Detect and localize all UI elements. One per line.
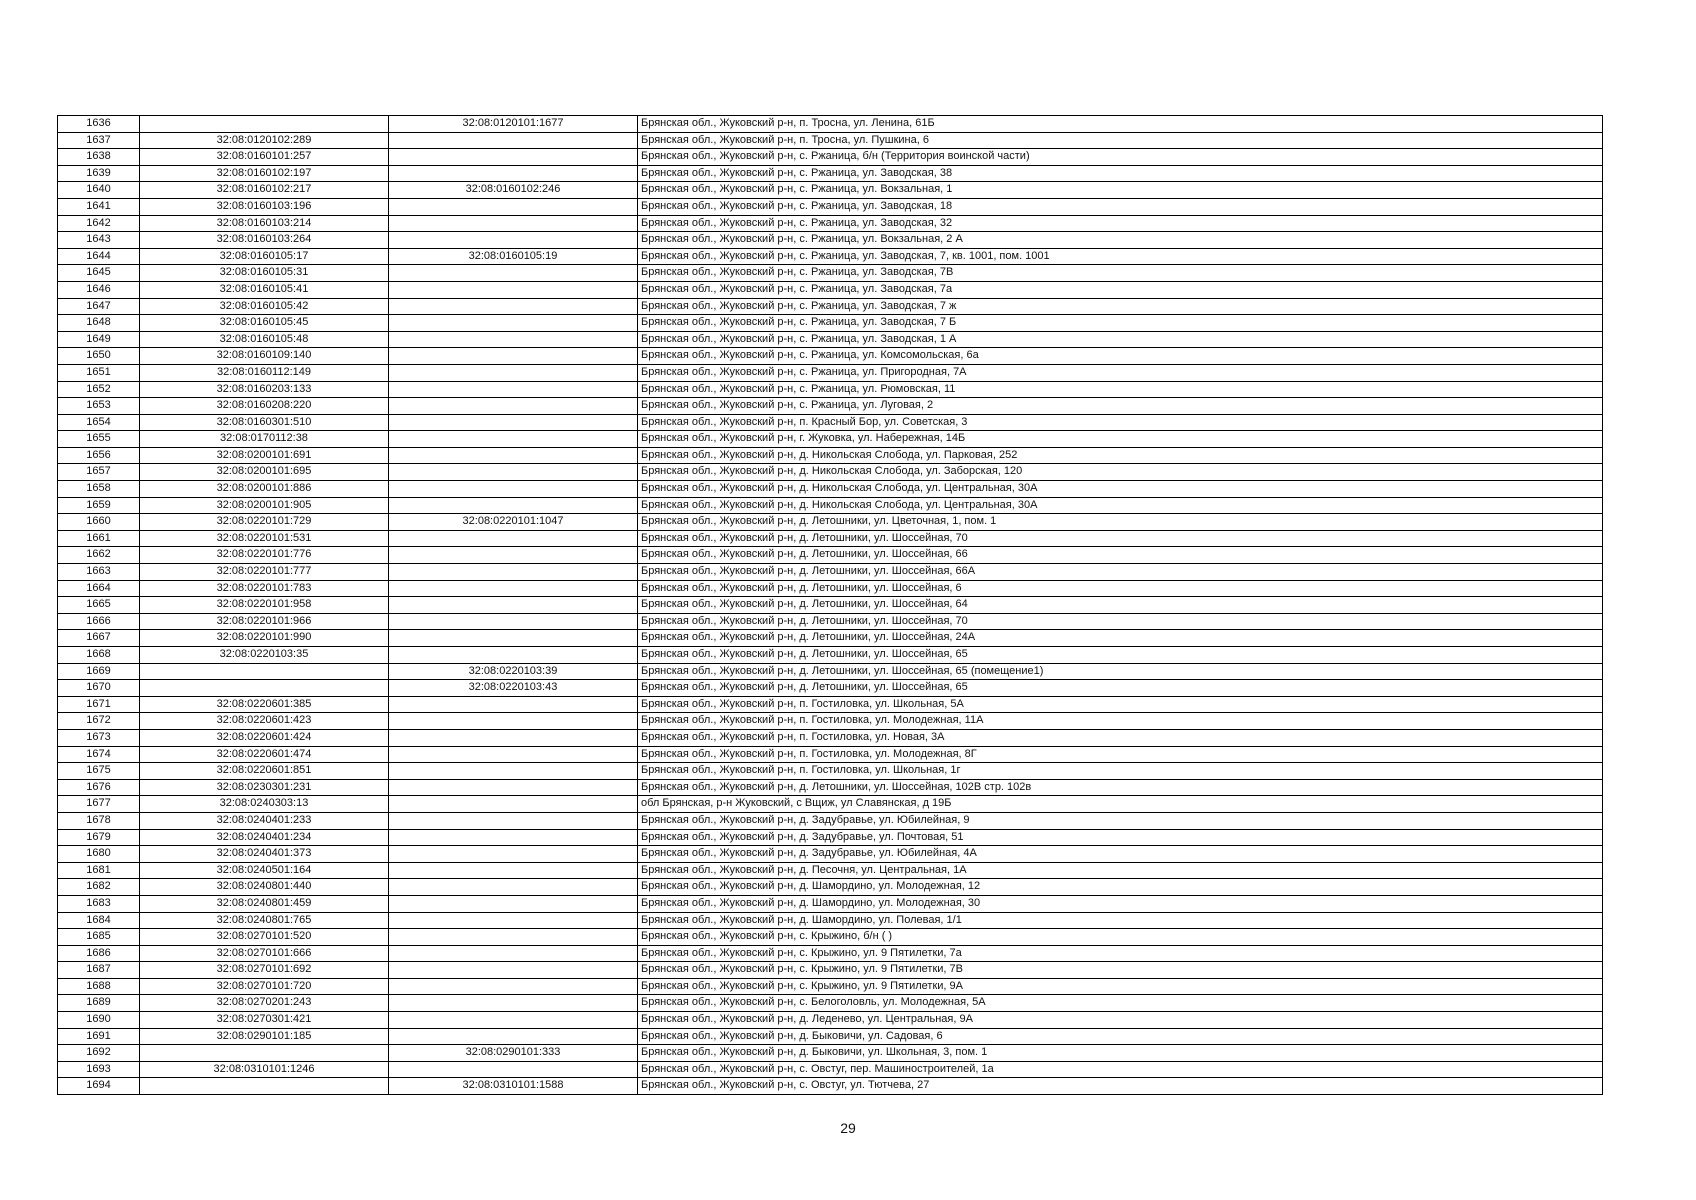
row-number-cell: 1652 (58, 381, 140, 398)
cadastral-number-cell: 32:08:0220101:531 (140, 530, 389, 547)
table-row (58, 696, 1603, 713)
table-row (58, 862, 1603, 879)
related-cadastral-number-cell (389, 1061, 638, 1078)
related-cadastral-number-cell (389, 912, 638, 929)
address-cell: Брянская обл., Жуковский р-н, д. Песочня, ул. Центральная, 1А (638, 862, 1603, 879)
cadastral-number-cell: 32:08:0220103:35 (140, 647, 389, 664)
related-cadastral-number-cell (389, 1028, 638, 1045)
related-cadastral-number-cell (389, 149, 638, 166)
cadastral-number-cell: 32:08:0200101:695 (140, 464, 389, 481)
related-cadastral-number-cell (389, 597, 638, 614)
row-number-cell: 1671 (58, 696, 140, 713)
table-row (58, 431, 1603, 448)
address-cell: Брянская обл., Жуковский р-н, д. Летошники, ул. Шоссейная, 24А (638, 630, 1603, 647)
row-number-cell: 1650 (58, 348, 140, 365)
related-cadastral-number-cell (389, 198, 638, 215)
related-cadastral-number-cell (389, 414, 638, 431)
row-number-cell: 1666 (58, 613, 140, 630)
row-number-cell: 1646 (58, 281, 140, 298)
table-row (58, 846, 1603, 863)
cadastral-number-cell: 32:08:0160105:31 (140, 265, 389, 282)
cadastral-number-cell: 32:08:0270101:666 (140, 945, 389, 962)
cadastral-number-cell: 32:08:0160208:220 (140, 398, 389, 415)
table-row (58, 829, 1603, 846)
row-number-cell: 1644 (58, 248, 140, 265)
table-row (58, 116, 1603, 133)
address-cell: Брянская обл., Жуковский р-н, д. Летошники, ул. Шоссейная, 70 (638, 613, 1603, 630)
address-cell: обл Брянская, р-н Жуковский, с Вщиж, ул Славянская, д 19Б (638, 796, 1603, 813)
row-number-cell: 1642 (58, 215, 140, 232)
related-cadastral-number-cell (389, 481, 638, 498)
address-cell: Брянская обл., Жуковский р-н, с. Ржаница, ул. Заводская, 7а (638, 281, 1603, 298)
cadastral-number-cell: 32:08:0240801:765 (140, 912, 389, 929)
address-cell: Брянская обл., Жуковский р-н, с. Ржаница, ул. Заводская, 7 ж (638, 298, 1603, 315)
table-row (58, 348, 1603, 365)
address-cell: Брянская обл., Жуковский р-н, с. Крыжино, ул. 9 Пятилетки, 7В (638, 962, 1603, 979)
table-row (58, 1028, 1603, 1045)
table-row (58, 1045, 1603, 1062)
address-cell: Брянская обл., Жуковский р-н, с. Ржаница, ул. Рюмовская, 11 (638, 381, 1603, 398)
cadastral-number-cell: 32:08:0160105:48 (140, 331, 389, 348)
row-number-cell: 1682 (58, 879, 140, 896)
row-number-cell: 1681 (58, 862, 140, 879)
related-cadastral-number-cell (389, 962, 638, 979)
row-number-cell: 1659 (58, 497, 140, 514)
related-cadastral-number-cell (389, 613, 638, 630)
row-number-cell: 1684 (58, 912, 140, 929)
table-row (58, 315, 1603, 332)
cadastral-number-cell: 32:08:0240303:13 (140, 796, 389, 813)
cadastral-number-cell: 32:08:0220101:958 (140, 597, 389, 614)
row-number-cell: 1661 (58, 530, 140, 547)
cadastral-number-cell: 32:08:0220101:777 (140, 564, 389, 581)
row-number-cell: 1637 (58, 132, 140, 149)
table-row (58, 580, 1603, 597)
row-number-cell: 1647 (58, 298, 140, 315)
cadastral-number-cell: 32:08:0220101:776 (140, 547, 389, 564)
related-cadastral-number-cell (389, 862, 638, 879)
row-number-cell: 1636 (58, 116, 140, 133)
cadastral-number-cell: 32:08:0220101:729 (140, 514, 389, 531)
table-row (58, 381, 1603, 398)
cadastral-number-cell: 32:08:0160103:196 (140, 198, 389, 215)
cadastral-number-cell: 32:08:0120102:289 (140, 132, 389, 149)
address-cell: Брянская обл., Жуковский р-н, д. Задубравье, ул. Юбилейная, 9 (638, 812, 1603, 829)
table-row (58, 265, 1603, 282)
related-cadastral-number-cell: 32:08:0120101:1677 (389, 116, 638, 133)
cadastral-number-cell (140, 680, 389, 697)
address-cell: Брянская обл., Жуковский р-н, д. Летошники, ул. Шоссейная, 64 (638, 597, 1603, 614)
related-cadastral-number-cell (389, 895, 638, 912)
related-cadastral-number-cell (389, 696, 638, 713)
table-row (58, 1061, 1603, 1078)
row-number-cell: 1653 (58, 398, 140, 415)
cadastral-number-cell: 32:08:0240801:459 (140, 895, 389, 912)
table-row (58, 912, 1603, 929)
row-number-cell: 1669 (58, 663, 140, 680)
address-cell: Брянская обл., Жуковский р-н, с. Ржаница, ул. Заводская, 7 Б (638, 315, 1603, 332)
related-cadastral-number-cell (389, 978, 638, 995)
table-row (58, 281, 1603, 298)
row-number-cell: 1683 (58, 895, 140, 912)
address-cell: Брянская обл., Жуковский р-н, с. Ржаница, ул. Заводская, 7, кв. 1001, пом. 1001 (638, 248, 1603, 265)
cadastral-number-cell: 32:08:0240801:440 (140, 879, 389, 896)
related-cadastral-number-cell (389, 348, 638, 365)
address-table-body (58, 116, 1603, 1095)
address-cell: Брянская обл., Жуковский р-н, д. Задубравье, ул. Юбилейная, 4А (638, 846, 1603, 863)
row-number-cell: 1641 (58, 198, 140, 215)
related-cadastral-number-cell (389, 281, 638, 298)
related-cadastral-number-cell (389, 729, 638, 746)
table-row (58, 929, 1603, 946)
row-number-cell: 1686 (58, 945, 140, 962)
row-number-cell: 1687 (58, 962, 140, 979)
table-row (58, 497, 1603, 514)
cadastral-number-cell: 32:08:0220601:423 (140, 713, 389, 730)
related-cadastral-number-cell (389, 431, 638, 448)
related-cadastral-number-cell (389, 298, 638, 315)
table-row (58, 663, 1603, 680)
address-cell: Брянская обл., Жуковский р-н, с. Ржаница, ул. Заводская, 7В (638, 265, 1603, 282)
related-cadastral-number-cell (389, 763, 638, 780)
address-cell: Брянская обл., Жуковский р-н, п. Гостиловка, ул. Молодежная, 8Г (638, 746, 1603, 763)
related-cadastral-number-cell: 32:08:0160105:19 (389, 248, 638, 265)
address-cell: Брянская обл., Жуковский р-н, с. Ржаница, ул. Вокзальная, 2 А (638, 232, 1603, 249)
row-number-cell: 1670 (58, 680, 140, 697)
row-number-cell: 1677 (58, 796, 140, 813)
cadastral-number-cell: 32:08:0220101:966 (140, 613, 389, 630)
cadastral-number-cell: 32:08:0220101:783 (140, 580, 389, 597)
row-number-cell: 1660 (58, 514, 140, 531)
related-cadastral-number-cell (389, 564, 638, 581)
related-cadastral-number-cell (389, 846, 638, 863)
related-cadastral-number-cell: 32:08:0220103:39 (389, 663, 638, 680)
address-cell: Брянская обл., Жуковский р-н, д. Летошники, ул. Шоссейная, 70 (638, 530, 1603, 547)
related-cadastral-number-cell (389, 331, 638, 348)
address-cell: Брянская обл., Жуковский р-н, д. Никольская Слобода, ул. Заборская, 120 (638, 464, 1603, 481)
table-row (58, 879, 1603, 896)
related-cadastral-number-cell (389, 530, 638, 547)
cadastral-number-cell: 32:08:0220601:474 (140, 746, 389, 763)
cadastral-number-cell: 32:08:0200101:691 (140, 447, 389, 464)
address-cell: Брянская обл., Жуковский р-н, с. Ржаница, ул. Заводская, 38 (638, 165, 1603, 182)
address-cell: Брянская обл., Жуковский р-н, с. Овстуг, пер. Машиностроителей, 1а (638, 1061, 1603, 1078)
address-cell: Брянская обл., Жуковский р-н, д. Шамордино, ул. Полевая, 1/1 (638, 912, 1603, 929)
cadastral-number-cell: 32:08:0160105:17 (140, 248, 389, 265)
table-row (58, 298, 1603, 315)
table-row (58, 647, 1603, 664)
related-cadastral-number-cell (389, 381, 638, 398)
row-number-cell: 1663 (58, 564, 140, 581)
related-cadastral-number-cell (389, 879, 638, 896)
cadastral-number-cell: 32:08:0160101:257 (140, 149, 389, 166)
table-row (58, 962, 1603, 979)
related-cadastral-number-cell (389, 165, 638, 182)
table-row (58, 713, 1603, 730)
address-cell: Брянская обл., Жуковский р-н, д. Леденево, ул. Центральная, 9А (638, 1012, 1603, 1029)
related-cadastral-number-cell (389, 630, 638, 647)
related-cadastral-number-cell (389, 580, 638, 597)
address-cell: Брянская обл., Жуковский р-н, д. Задубравье, ул. Почтовая, 51 (638, 829, 1603, 846)
address-cell: Брянская обл., Жуковский р-н, д. Летошники, ул. Шоссейная, 6 (638, 580, 1603, 597)
address-cell: Брянская обл., Жуковский р-н, с. Ржаница, ул. Заводская, 1 А (638, 331, 1603, 348)
table-row (58, 564, 1603, 581)
cadastral-number-cell: 32:08:0270101:520 (140, 929, 389, 946)
address-cell: Брянская обл., Жуковский р-н, с. Ржаница, ул. Вокзальная, 1 (638, 182, 1603, 199)
address-cell: Брянская обл., Жуковский р-н, п. Тросна, ул. Ленина, 61Б (638, 116, 1603, 133)
cadastral-number-cell: 32:08:0270201:243 (140, 995, 389, 1012)
table-row (58, 232, 1603, 249)
table-row (58, 331, 1603, 348)
address-cell: Брянская обл., Жуковский р-н, с. Ржаница, ул. Заводская, 18 (638, 198, 1603, 215)
row-number-cell: 1667 (58, 630, 140, 647)
address-cell: Брянская обл., Жуковский р-н, д. Никольская Слобода, ул. Парковая, 252 (638, 447, 1603, 464)
cadastral-number-cell: 32:08:0160109:140 (140, 348, 389, 365)
address-cell: Брянская обл., Жуковский р-н, п. Гостиловка, ул. Школьная, 5А (638, 696, 1603, 713)
cadastral-number-cell: 32:08:0240401:234 (140, 829, 389, 846)
related-cadastral-number-cell (389, 464, 638, 481)
related-cadastral-number-cell: 32:08:0220101:1047 (389, 514, 638, 531)
related-cadastral-number-cell (389, 315, 638, 332)
cadastral-number-cell: 32:08:0160105:45 (140, 315, 389, 332)
table-row (58, 746, 1603, 763)
table-row (58, 945, 1603, 962)
row-number-cell: 1676 (58, 779, 140, 796)
cadastral-number-cell: 32:08:0170112:38 (140, 431, 389, 448)
table-row (58, 613, 1603, 630)
row-number-cell: 1692 (58, 1045, 140, 1062)
related-cadastral-number-cell (389, 1012, 638, 1029)
table-row (58, 812, 1603, 829)
cadastral-number-cell: 32:08:0220601:385 (140, 696, 389, 713)
cadastral-number-cell: 32:08:0270101:720 (140, 978, 389, 995)
address-cell: Брянская обл., Жуковский р-н, д. Летошники, ул. Шоссейная, 65 (638, 680, 1603, 697)
row-number-cell: 1673 (58, 729, 140, 746)
table-row (58, 995, 1603, 1012)
address-table (57, 115, 1603, 1095)
address-cell: Брянская обл., Жуковский р-н, п. Красный Бор, ул. Советская, 3 (638, 414, 1603, 431)
row-number-cell: 1689 (58, 995, 140, 1012)
cadastral-number-cell: 32:08:0220601:424 (140, 729, 389, 746)
related-cadastral-number-cell (389, 215, 638, 232)
row-number-cell: 1658 (58, 481, 140, 498)
address-cell: Брянская обл., Жуковский р-н, д. Шамордино, ул. Молодежная, 12 (638, 879, 1603, 896)
cadastral-number-cell: 32:08:0160203:133 (140, 381, 389, 398)
table-row (58, 398, 1603, 415)
cadastral-number-cell: 32:08:0220601:851 (140, 763, 389, 780)
address-cell: Брянская обл., Жуковский р-н, д. Быковичи, ул. Школьная, 3, пом. 1 (638, 1045, 1603, 1062)
row-number-cell: 1678 (58, 812, 140, 829)
cadastral-number-cell: 32:08:0270101:692 (140, 962, 389, 979)
cadastral-number-cell: 32:08:0160105:42 (140, 298, 389, 315)
address-cell: Брянская обл., Жуковский р-н, с. Крыжино, ул. 9 Пятилетки, 7а (638, 945, 1603, 962)
table-row (58, 763, 1603, 780)
row-number-cell: 1691 (58, 1028, 140, 1045)
related-cadastral-number-cell (389, 497, 638, 514)
row-number-cell: 1690 (58, 1012, 140, 1029)
cadastral-number-cell (140, 1045, 389, 1062)
address-cell: Брянская обл., Жуковский р-н, с. Ржаница, ул. Луговая, 2 (638, 398, 1603, 415)
cadastral-number-cell (140, 663, 389, 680)
table-row (58, 895, 1603, 912)
related-cadastral-number-cell (389, 447, 638, 464)
address-cell: Брянская обл., Жуковский р-н, д. Летошники, ул. Шоссейная, 65 (помещение1) (638, 663, 1603, 680)
table-row (58, 481, 1603, 498)
table-row (58, 447, 1603, 464)
table-row (58, 182, 1603, 199)
row-number-cell: 1693 (58, 1061, 140, 1078)
cadastral-number-cell: 32:08:0290101:185 (140, 1028, 389, 1045)
row-number-cell: 1694 (58, 1078, 140, 1095)
row-number-cell: 1643 (58, 232, 140, 249)
table-row (58, 547, 1603, 564)
table-row (58, 464, 1603, 481)
row-number-cell: 1664 (58, 580, 140, 597)
cadastral-number-cell: 32:08:0240401:373 (140, 846, 389, 863)
row-number-cell: 1688 (58, 978, 140, 995)
related-cadastral-number-cell (389, 398, 638, 415)
address-cell: Брянская обл., Жуковский р-н, д. Летошники, ул. Шоссейная, 102В стр. 102в (638, 779, 1603, 796)
cadastral-number-cell: 32:08:0160301:510 (140, 414, 389, 431)
address-cell: Брянская обл., Жуковский р-н, г. Жуковка, ул. Набережная, 14Б (638, 431, 1603, 448)
table-row (58, 597, 1603, 614)
table-row (58, 1078, 1603, 1095)
address-cell: Брянская обл., Жуковский р-н, с. Крыжино, б/н ( ) (638, 929, 1603, 946)
address-cell: Брянская обл., Жуковский р-н, д. Никольская Слобода, ул. Центральная, 30А (638, 497, 1603, 514)
row-number-cell: 1657 (58, 464, 140, 481)
row-number-cell: 1640 (58, 182, 140, 199)
address-cell: Брянская обл., Жуковский р-н, п. Тросна, ул. Пушкина, 6 (638, 132, 1603, 149)
table-row (58, 414, 1603, 431)
address-cell: Брянская обл., Жуковский р-н, д. Летошники, ул. Шоссейная, 66А (638, 564, 1603, 581)
row-number-cell: 1685 (58, 929, 140, 946)
address-cell: Брянская обл., Жуковский р-н, д. Летошники, ул. Шоссейная, 65 (638, 647, 1603, 664)
table-row (58, 198, 1603, 215)
address-cell: Брянская обл., Жуковский р-н, п. Гостиловка, ул. Школьная, 1г (638, 763, 1603, 780)
row-number-cell: 1672 (58, 713, 140, 730)
row-number-cell: 1665 (58, 597, 140, 614)
cadastral-number-cell: 32:08:0160102:197 (140, 165, 389, 182)
cadastral-number-cell: 32:08:0270301:421 (140, 1012, 389, 1029)
table-row (58, 248, 1603, 265)
row-number-cell: 1675 (58, 763, 140, 780)
row-number-cell: 1649 (58, 331, 140, 348)
address-cell: Брянская обл., Жуковский р-н, с. Овстуг, ул. Тютчева, 27 (638, 1078, 1603, 1095)
row-number-cell: 1648 (58, 315, 140, 332)
cadastral-number-cell: 32:08:0220101:990 (140, 630, 389, 647)
table-row (58, 530, 1603, 547)
address-cell: Брянская обл., Жуковский р-н, д. Летошники, ул. Цветочная, 1, пом. 1 (638, 514, 1603, 531)
row-number-cell: 1651 (58, 364, 140, 381)
related-cadastral-number-cell (389, 796, 638, 813)
table-row (58, 1012, 1603, 1029)
address-cell: Брянская обл., Жуковский р-н, д. Никольская Слобода, ул. Центральная, 30А (638, 481, 1603, 498)
address-cell: Брянская обл., Жуковский р-н, с. Ржаница, ул. Комсомольская, 6а (638, 348, 1603, 365)
related-cadastral-number-cell (389, 779, 638, 796)
related-cadastral-number-cell: 32:08:0290101:333 (389, 1045, 638, 1062)
related-cadastral-number-cell (389, 812, 638, 829)
related-cadastral-number-cell (389, 547, 638, 564)
table-row (58, 149, 1603, 166)
row-number-cell: 1656 (58, 447, 140, 464)
related-cadastral-number-cell (389, 647, 638, 664)
related-cadastral-number-cell: 32:08:0160102:246 (389, 182, 638, 199)
cadastral-number-cell: 32:08:0310101:1246 (140, 1061, 389, 1078)
address-cell: Брянская обл., Жуковский р-н, д. Шамордино, ул. Молодежная, 30 (638, 895, 1603, 912)
related-cadastral-number-cell (389, 929, 638, 946)
related-cadastral-number-cell: 32:08:0310101:1588 (389, 1078, 638, 1095)
table-row (58, 796, 1603, 813)
address-cell: Брянская обл., Жуковский р-н, с. Белоголовль, ул. Молодежная, 5А (638, 995, 1603, 1012)
address-cell: Брянская обл., Жуковский р-н, с. Ржаница, ул. Пригородная, 7А (638, 364, 1603, 381)
page-number: 29 (840, 1120, 856, 1136)
related-cadastral-number-cell (389, 829, 638, 846)
row-number-cell: 1638 (58, 149, 140, 166)
cadastral-number-cell: 32:08:0240401:233 (140, 812, 389, 829)
related-cadastral-number-cell (389, 746, 638, 763)
table-row (58, 680, 1603, 697)
row-number-cell: 1680 (58, 846, 140, 863)
address-cell: Брянская обл., Жуковский р-н, с. Крыжино, ул. 9 Пятилетки, 9А (638, 978, 1603, 995)
table-row (58, 165, 1603, 182)
row-number-cell: 1645 (58, 265, 140, 282)
address-cell: Брянская обл., Жуковский р-н, п. Гостиловка, ул. Новая, 3А (638, 729, 1603, 746)
cadastral-number-cell (140, 116, 389, 133)
cadastral-number-cell: 32:08:0230301:231 (140, 779, 389, 796)
cadastral-number-cell: 32:08:0160103:264 (140, 232, 389, 249)
table-row (58, 978, 1603, 995)
address-cell: Брянская обл., Жуковский р-н, д. Быковичи, ул. Садовая, 6 (638, 1028, 1603, 1045)
cadastral-number-cell: 32:08:0200101:886 (140, 481, 389, 498)
table-row (58, 630, 1603, 647)
row-number-cell: 1655 (58, 431, 140, 448)
related-cadastral-number-cell (389, 265, 638, 282)
table-row (58, 779, 1603, 796)
related-cadastral-number-cell (389, 364, 638, 381)
cadastral-number-cell: 32:08:0240501:164 (140, 862, 389, 879)
table-row (58, 215, 1603, 232)
table-row (58, 514, 1603, 531)
row-number-cell: 1654 (58, 414, 140, 431)
cadastral-number-cell (140, 1078, 389, 1095)
address-cell: Брянская обл., Жуковский р-н, с. Ржаница, ул. Заводская, 32 (638, 215, 1603, 232)
row-number-cell: 1639 (58, 165, 140, 182)
related-cadastral-number-cell: 32:08:0220103:43 (389, 680, 638, 697)
address-cell: Брянская обл., Жуковский р-н, с. Ржаница, б/н (Территория воинской части) (638, 149, 1603, 166)
row-number-cell: 1668 (58, 647, 140, 664)
related-cadastral-number-cell (389, 232, 638, 249)
cadastral-number-cell: 32:08:0200101:905 (140, 497, 389, 514)
cadastral-number-cell: 32:08:0160103:214 (140, 215, 389, 232)
row-number-cell: 1662 (58, 547, 140, 564)
table-row (58, 729, 1603, 746)
address-cell: Брянская обл., Жуковский р-н, п. Гостиловка, ул. Молодежная, 11А (638, 713, 1603, 730)
cadastral-number-cell: 32:08:0160112:149 (140, 364, 389, 381)
related-cadastral-number-cell (389, 995, 638, 1012)
related-cadastral-number-cell (389, 713, 638, 730)
table-row (58, 132, 1603, 149)
related-cadastral-number-cell (389, 945, 638, 962)
row-number-cell: 1674 (58, 746, 140, 763)
related-cadastral-number-cell (389, 132, 638, 149)
address-cell: Брянская обл., Жуковский р-н, д. Летошники, ул. Шоссейная, 66 (638, 547, 1603, 564)
table-row (58, 364, 1603, 381)
cadastral-number-cell: 32:08:0160102:217 (140, 182, 389, 199)
cadastral-number-cell: 32:08:0160105:41 (140, 281, 389, 298)
row-number-cell: 1679 (58, 829, 140, 846)
